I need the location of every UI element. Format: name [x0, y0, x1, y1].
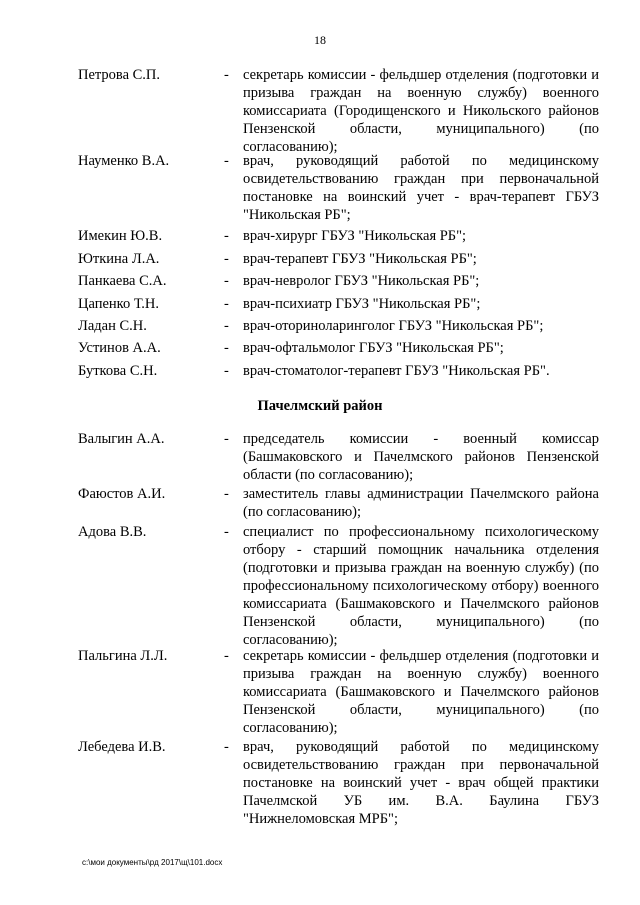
member-dash: -	[224, 486, 229, 502]
member-dash: -	[224, 318, 229, 334]
member-role: врач-психиатр ГБУЗ "Никольская РБ";	[243, 296, 481, 312]
member-role: секретарь комиссии - фельдшер отделения (подготовки и призыва граждан на военную службу) военного комиссариата (Городищенского и Никольского районов Пензенской области, муниципального) (по согласованию);	[243, 67, 599, 155]
member-name: Устинов А.А.	[78, 340, 161, 356]
member-name: Пальгина Л.Л.	[78, 648, 168, 664]
member-name: Валыгин А.А.	[78, 431, 165, 447]
member-name: Фаюстов А.И.	[78, 486, 166, 502]
member-dash: -	[224, 153, 229, 169]
member-dash: -	[224, 67, 229, 83]
member-role: секретарь комиссии - фельдшер отделения (подготовки и призыва граждан на военную службу) военного комиссариата (Башмаковского и Пачелмского районов Пензенской области, муниципального) (по согласованию);	[243, 648, 599, 736]
member-role: врач-стоматолог-терапевт ГБУЗ "Никольская РБ".	[243, 363, 550, 379]
member-name: Панкаева С.А.	[78, 273, 167, 289]
member-role: заместитель главы администрации Пачелмского района (по согласованию);	[243, 486, 599, 520]
member-name: Адова В.В.	[78, 524, 147, 540]
member-role: врач-терапевт ГБУЗ "Никольская РБ";	[243, 251, 477, 267]
member-name: Цапенко Т.Н.	[78, 296, 159, 312]
member-name: Ладан С.Н.	[78, 318, 147, 334]
footer-file-path: c:\мои документы\pд 2017\щ\101.docx	[82, 858, 223, 867]
member-role: врач, руководящий работой по медицинскому освидетельствованию граждан при первоначальной постановке на воинский учет - врач общей практики Пачелмской УБ им. В.А. Баулина ГБУЗ "Нижнеломовская МРБ";	[243, 739, 599, 827]
member-dash: -	[224, 340, 229, 356]
section-title: Пачелмский район	[257, 398, 383, 414]
member-dash: -	[224, 431, 229, 447]
member-name: Имекин Ю.В.	[78, 228, 163, 244]
page-number: 18	[314, 33, 326, 47]
member-role: врач-невролог ГБУЗ "Никольская РБ";	[243, 273, 480, 289]
member-name: Петрова С.П.	[78, 67, 161, 83]
member-name: Науменко В.А.	[78, 153, 170, 169]
member-role: председатель комиссии - военный комиссар (Башмаковского и Пачелмского районов Пензенской области (по согласованию);	[243, 431, 599, 483]
member-role: специалист по профессиональному психологическому отбору - старший помощник начальника отделения (подготовки и призыва граждан на военную службу) (по профессиональному психологическому отбору) военного комиссариата (Башмаковского и Пачелмского районов Пензенской области, муниципального) (по согласованию);	[243, 524, 599, 648]
member-role: врач-оториноларинголог ГБУЗ "Никольская РБ";	[243, 318, 544, 334]
member-dash: -	[224, 363, 229, 379]
member-dash: -	[224, 648, 229, 664]
member-role: врач, руководящий работой по медицинскому освидетельствованию граждан при первоначальной постановке на воинский учет - врач-терапевт ГБУЗ "Никольская РБ";	[243, 153, 599, 223]
member-dash: -	[224, 251, 229, 267]
member-name: Юткина Л.А.	[78, 251, 160, 267]
member-dash: -	[224, 228, 229, 244]
member-name: Лебедева И.В.	[78, 739, 166, 755]
member-name: Буткова С.Н.	[78, 363, 158, 379]
member-dash: -	[224, 524, 229, 540]
member-dash: -	[224, 273, 229, 289]
member-role: врач-офтальмолог ГБУЗ "Никольская РБ";	[243, 340, 504, 356]
member-dash: -	[224, 296, 229, 312]
member-dash: -	[224, 739, 229, 755]
member-role: врач-хирург ГБУЗ "Никольская РБ";	[243, 228, 467, 244]
